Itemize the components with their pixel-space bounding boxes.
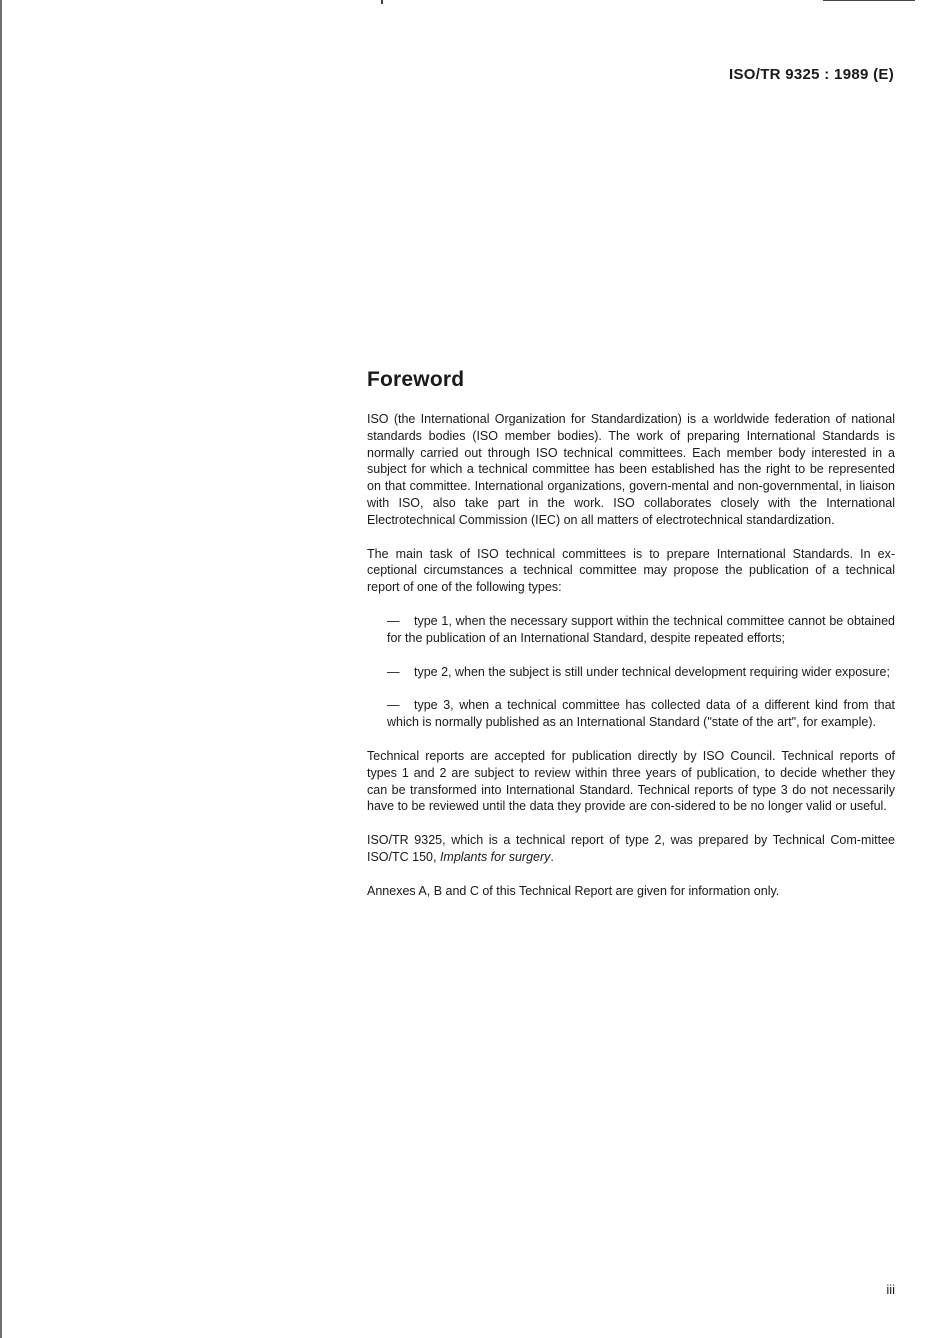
paragraph-technical-reports: Technical reports are accepted for publication directly by ISO Council. Technical reports of types 1 and 2 are subject to review within three years of publication, to decide whether they can be transformed into International Standard. Technical reports of type 3 do not necessarily have to be reviewed until the data they provide are con-sidered to be no longer valid or useful.	[367, 748, 895, 814]
list-item	[387, 664, 895, 681]
paragraph-annexes: Annexes A, B and C of this Technical Report are given for information only.	[367, 883, 780, 898]
page-edge	[0, 0, 2, 1338]
preparation-end: .	[550, 849, 554, 864]
document-identifier: ISO/TR 9325 : 1989 (E)	[728, 66, 894, 83]
foreword-section	[367, 368, 895, 917]
committee-title: Implants for surgery	[439, 849, 551, 864]
list-item	[387, 613, 895, 647]
dash-marker: —	[387, 664, 400, 679]
top-crop-mark	[381, 0, 383, 4]
paragraph-preparation	[367, 832, 895, 866]
preparation-text: ISO/TR 9325, which is a technical report of type 2, was prepared by Technical Com-mittee ISO/TC 150,	[367, 833, 895, 864]
paragraph-iso-intro: ISO (the International Organization for Standardization) is a worldwide federation of national standards bodies (ISO member bodies). The work of preparing International Standards is normally carried out through ISO technical committees. Each member body interested in a subject for which a technical committee has been established has the right to be represented on that committee. International organizations, govern-mental and non-governmental, in liaison with ISO, also take part in the work. ISO collaborates closely with the International Electrotechnical Commission (IEC) on all matters of electrotechnical standardization.	[367, 412, 895, 527]
page-number: iii	[886, 1282, 895, 1297]
list-item-text: type 3, when a technical committee has collected data of a different kind from that which is normally published as an International Standard ("state of the art", for example).	[387, 698, 895, 730]
top-rule	[823, 0, 915, 1]
list-item	[387, 697, 895, 731]
dash-marker: —	[387, 613, 400, 628]
paragraph-main-task: The main task of ISO technical committees is to prepare International Standards. In ex-ceptional circumstances a technical committee may propose the publication of a technical report of one of the following types:	[367, 546, 895, 595]
section-heading: Foreword	[367, 368, 465, 391]
list-item-text: type 1, when the necessary support within the technical committee cannot be obtained for the publication of an International Standard, despite repeated efforts;	[387, 613, 895, 645]
report-types-list	[367, 613, 895, 731]
dash-marker: —	[387, 698, 400, 713]
list-item-text: type 2, when the subject is still under technical development requiring wider exposure;	[414, 664, 890, 679]
